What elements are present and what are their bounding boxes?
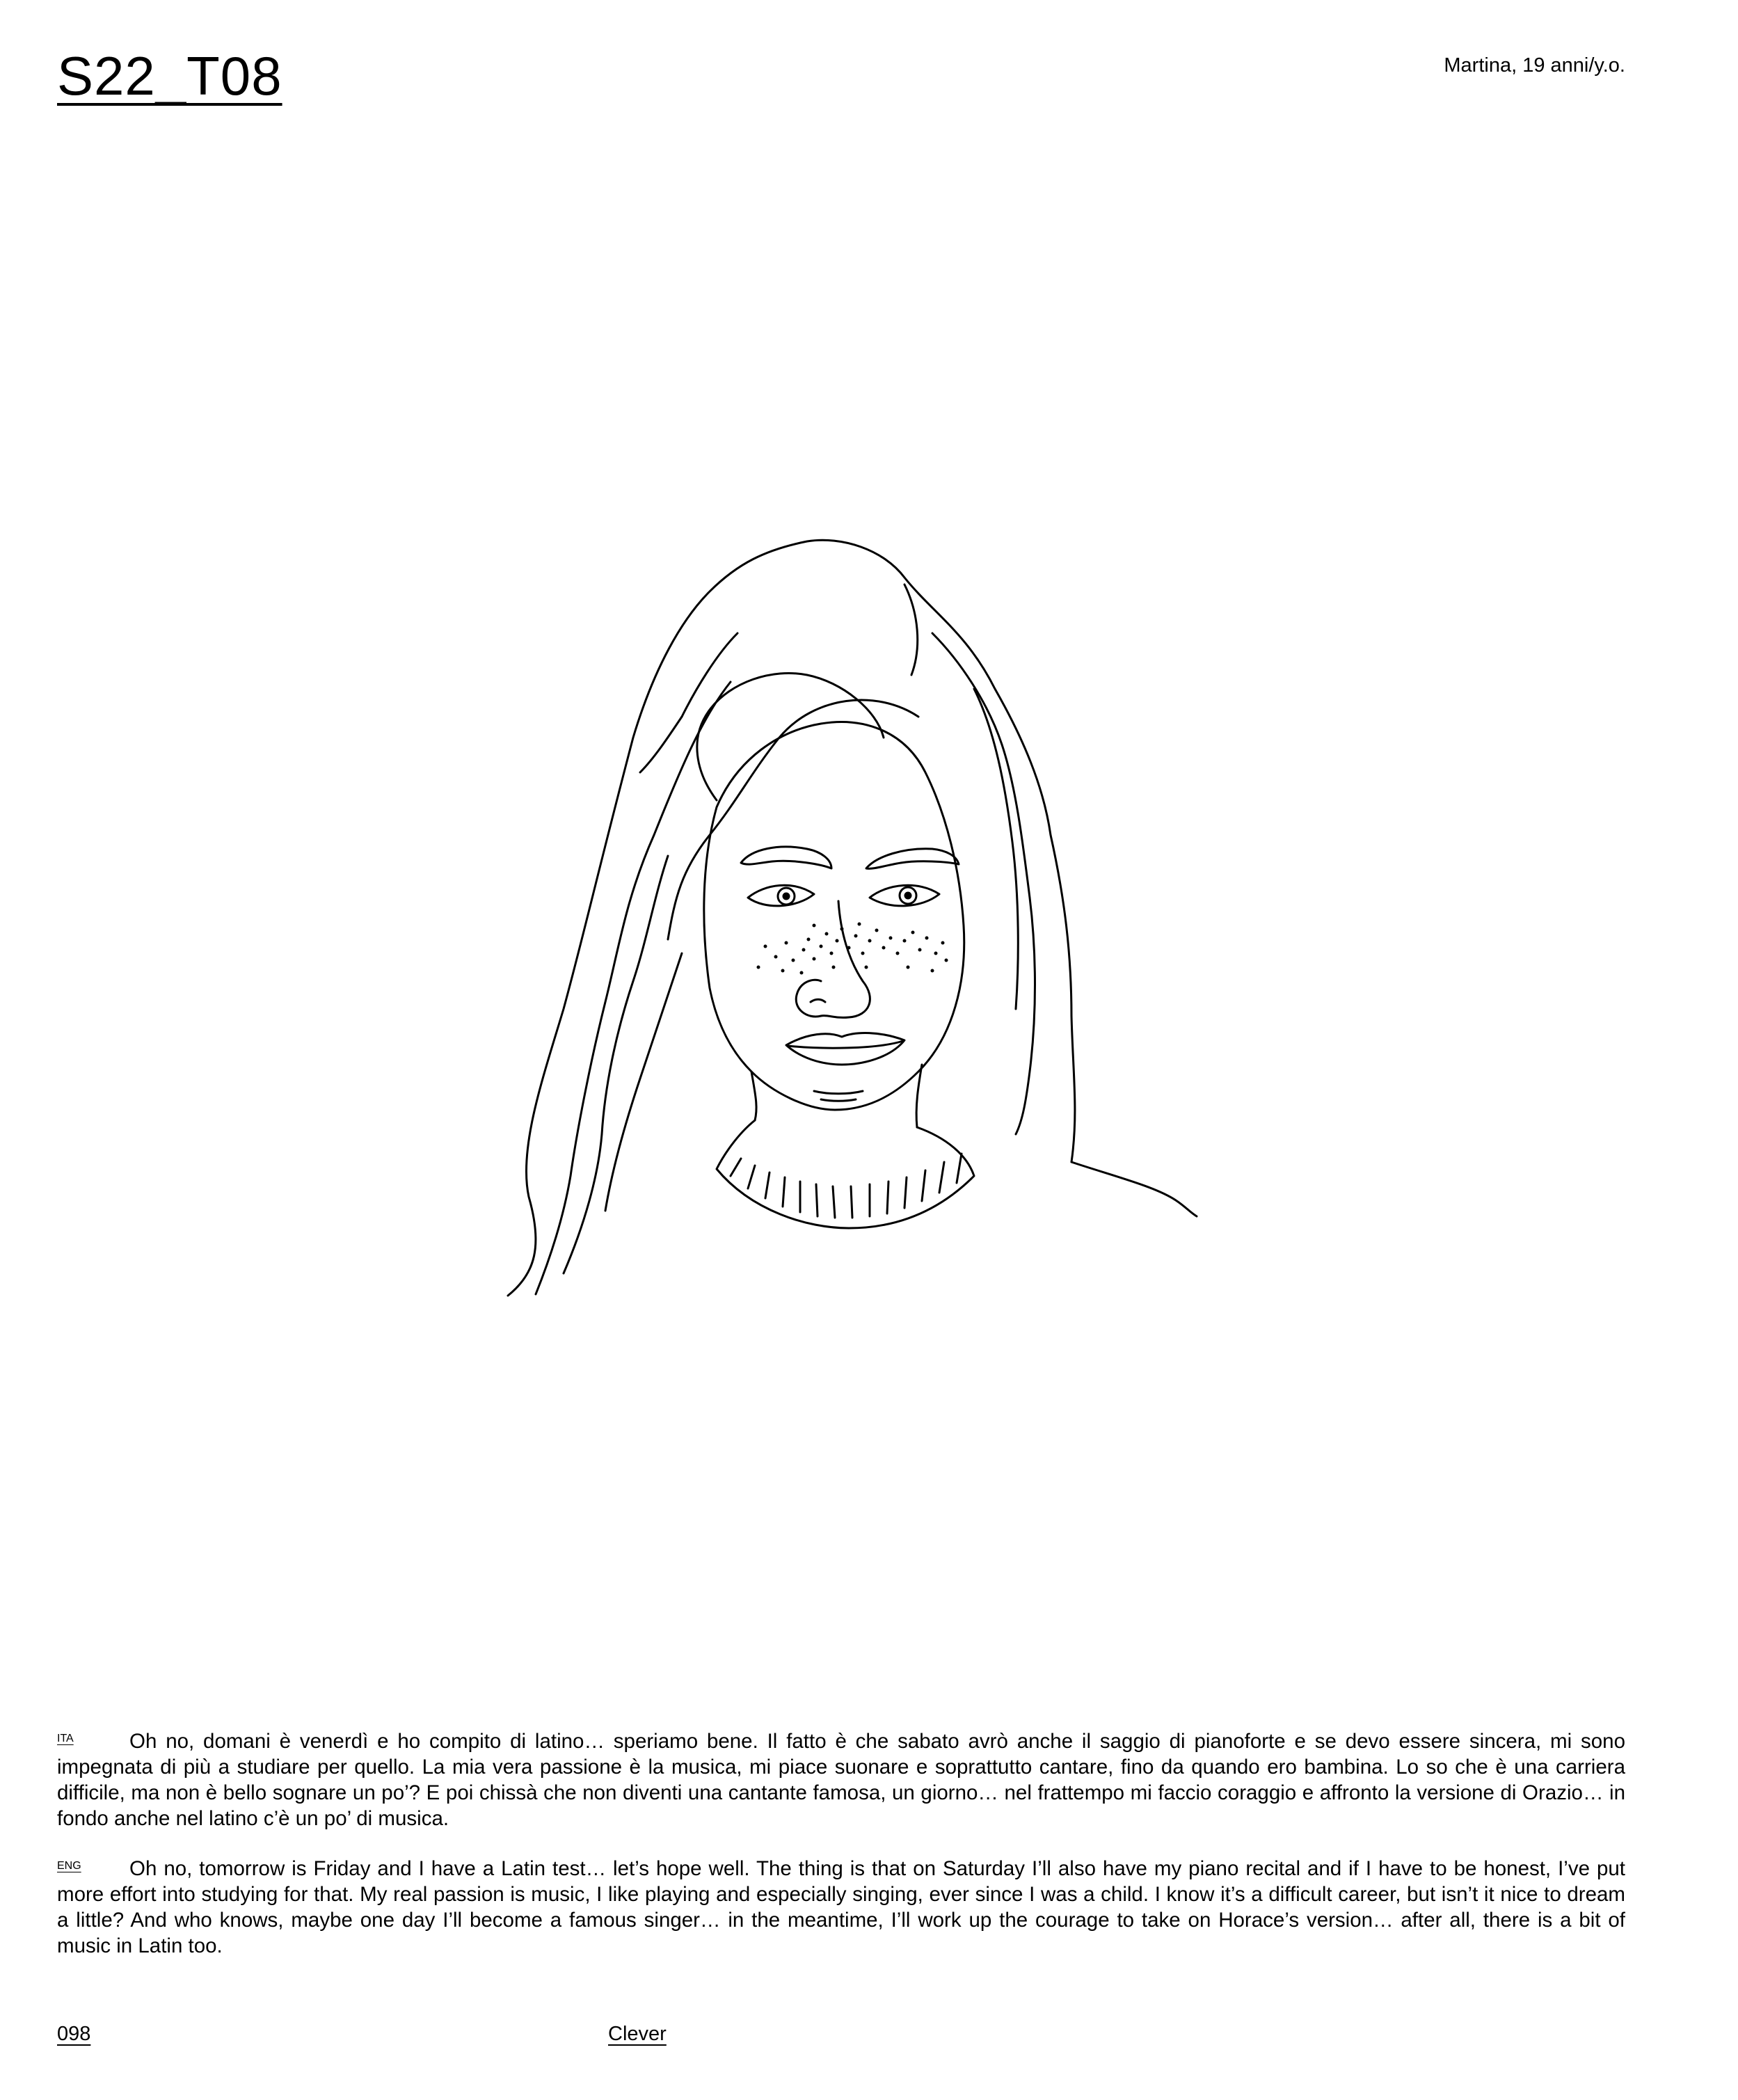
english-text-block (57, 1856, 1625, 1959)
italian-text-block (57, 1728, 1625, 1831)
english-paragraph: Oh no, tomorrow is Friday and I have a Latin test… let’s hope well. The thing is that on Saturday I’ll also have my piano recital and if I have to be honest, I’ve put more effort into studying for that. My real passion is music, I like playing and especially singing, ever since I was a child. I know it’s a difficult career, but isn’t it nice to dream a little? And who knows, maybe one day I’ll become a famous singer… in the meantime, I’ll work up the courage to take on Horace’s version… after all, there is a bit of music in Latin too. (57, 1857, 1625, 1957)
subject-name-age: Martina, 19 anni/y.o. (1444, 54, 1625, 77)
italian-paragraph: Oh no, domani è venerdì e ho compito di latino… speriamo bene. Il fatto è che sabato avrò anche il saggio di pianoforte e se devo essere sincera, mi sono impegnata di più a studiare per quello. La mia vera passione è la musica, mi piace suonare e soprattutto cantare, fino da quando ero bambina. Lo so che è una carriera difficile, ma non è bello sognare un po’? E poi chissà che non diventi una cantante famosa, un giorno… nel frattempo mi faccio coraggio e affronto la versione di Orazio… in fondo anche nel latino c’è un po’ di musica. (57, 1730, 1625, 1830)
page-number: 098 (57, 2023, 91, 2045)
series-title: Clever (608, 2023, 667, 2045)
lang-tag-ita: ITA (57, 1733, 74, 1744)
portrait-line-drawing-icon (487, 508, 1252, 1301)
lang-tag-eng: ENG (57, 1860, 81, 1872)
portrait-code-title: S22_T08 (57, 45, 282, 106)
